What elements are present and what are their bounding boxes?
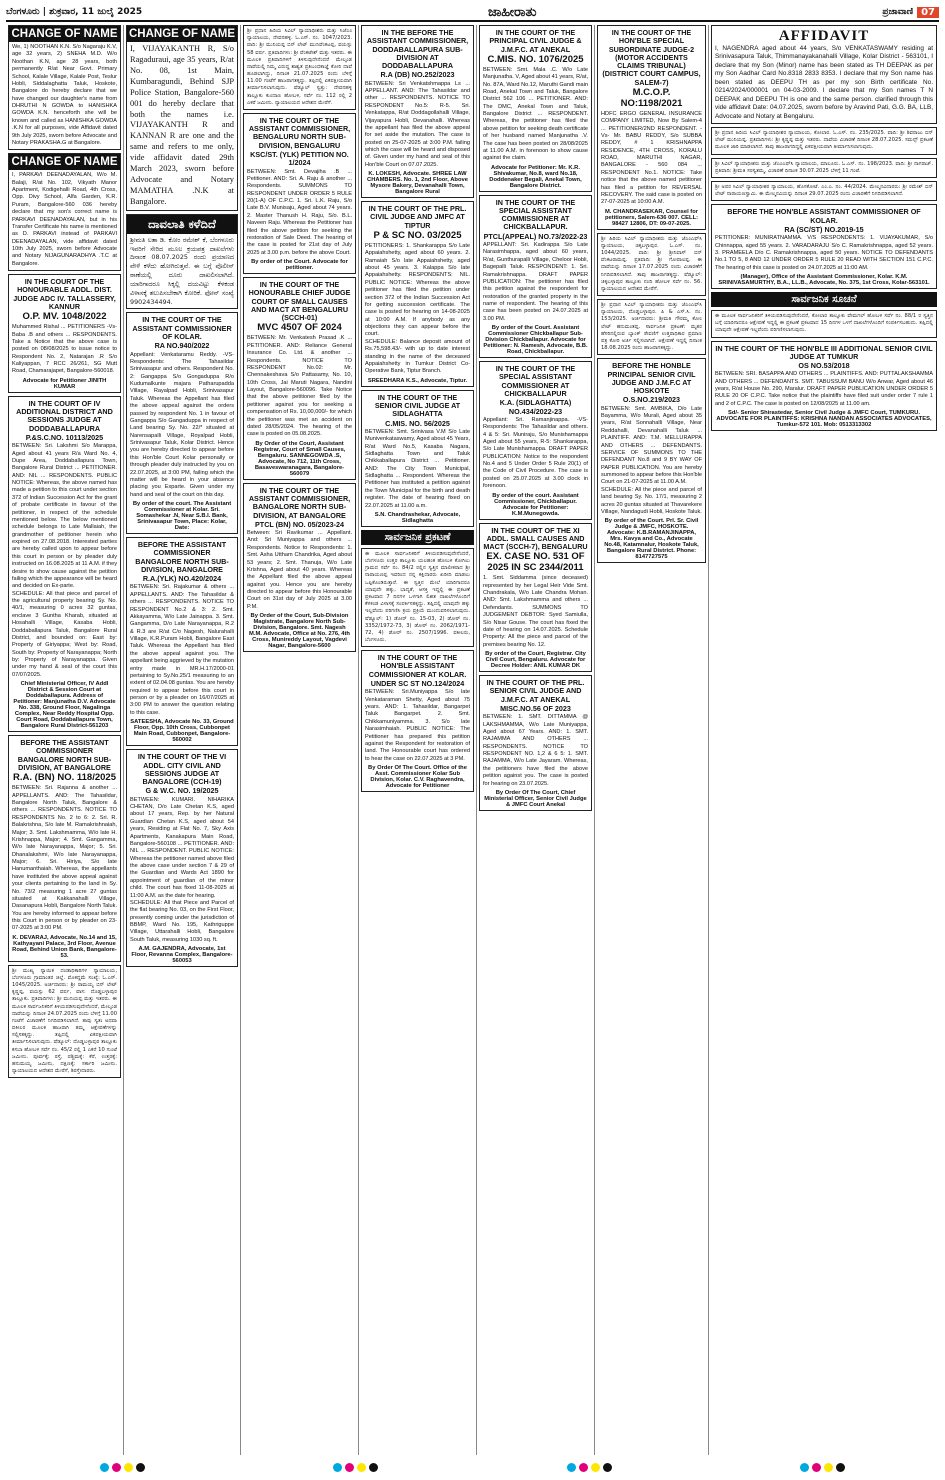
kannada-public-notice <box>711 310 937 338</box>
kannada-court-notice <box>597 299 706 355</box>
court-notice <box>361 25 474 198</box>
column-4 <box>359 25 477 1455</box>
kannada-court-notice <box>597 233 706 296</box>
advocate-signature: M. CHANDRASEKAR, Counsel for petitioners, Salem-636 007. CELL: 98427 12806, DT: 09-07-2025. <box>604 208 699 227</box>
court-title: BEFORE THE ASSISTANT COMMISSIONER BANGALORE NORTH SUB-DIVISION, BANGALORE <box>135 540 229 574</box>
court-notice <box>8 396 121 732</box>
notice-body: Appellant: Sri. Ramanjinappa. -VS- Respondents: The Tahasildar and others. 4 & 5: Sri. Muniraju, S/o Munishamappa Aged about 55 years, R-5: Shankarappa, S/o Late Munishamappa. DRAFT PAPER PUBLICATION: Notice to the respondent No.4 and 5 Under Order 5 Rule 20(1) of the Code of Civil Procedure. The case is posted on 25.07.2025 at 3.00 clock in forenoon. <box>483 416 588 490</box>
affidavit-notice <box>711 25 937 124</box>
advocate-signature: By order of the court. Assistant Commissioner, Chickballapur. Advocate for Petitioner: K.M.Munegowda. <box>492 492 579 517</box>
notice-body: PETITIONERS: 1. Shankarappa S/o Late Appaiahshetty, aged about 60 years. 2. Ramaiah S/o late Appaiahshetty, aged about 45 years. 3. Kalappa S/o late Appaiahshetty. RESPONDENTS: NIL. PUBLIC NOTICE: Whereas the above petitioner has filed the petition under section 372 of the Indian Succession Act for getting succession certificate. The case is posted for hearing on 14-08-2025 at 10:00 A.M. If anybody as any objections they can appear before the court. <box>365 242 470 338</box>
notice-body: I, VIJAYAKANTH R, S/o Ragaduraui, age 35 years, R/at No. 08, 1st Main, Kumbaragundi, Behind SJP Police Station, Bangalore-560 001 do hereby declare that both the names i.e. VIJAYAKANTH R and KANNAN R are one and the same and refers to me only, vide affidavit dated 29th March 2023, sworn before Advocate and Notary MAMATHA .N.K at Bangalore. <box>130 44 234 206</box>
case-number: R.A (DB) NO.252/2023 <box>380 70 455 80</box>
court-title: BEFORE THE HON'BLE ASSISTANT COMMISSIONER OF KOLAR. <box>727 207 921 225</box>
paper-name: ಪ್ರಜಾವಾಣಿ <box>882 7 914 17</box>
advocate-signature: Chief Ministerial Officer, IV Addl District & Session Court at Doddaballapura. Address of Petitioner: Manjunatha D.V. Advocate No. 338, Ground Floor, Nagalinga Complex, Near Reddy Hospital Opp. Court Road, Doddaballapura Town, Bangalore Rural District-561203 <box>13 681 116 730</box>
column-7 <box>709 25 939 1455</box>
advocate-signature: By Order of the Court, Assistant Registrar, Court of Small Causes, Bengaluru. SANNEGOWDA .S, Advocate, No 712, 11th Cross, Basaveswaranagara, Bangalore-560079 <box>253 440 346 477</box>
case-number: MVC 4507 OF 2024 <box>257 322 342 334</box>
notice-body: Muhammed Rishal ... PETITIONERS -Vs- Baba .B and others ... RESPONDENTS. Take a Notice that the above case is posted on 08/08/2025 to issue notice to Respondent No. 2, Natarajan .R S/o Kaliyappan, 7 RCC 26/261, SG Mutt Road, Chamarajapet, Bangalore-560018. <box>12 324 117 375</box>
court-notice <box>361 390 474 527</box>
public-notice-banner: ಸಾರ್ವಜನಿಕ ಸೂಚನೆ <box>711 292 937 307</box>
court-title: IN THE COURT OF IV ADDITIONAL DISTRICT AND SESSIONS JUDGE AT DODDABALLAPURA <box>16 398 113 433</box>
court-title: IN THE COURT OF THE SPECIAL ASSISTANT COMMISSIONER AT CHICKBALLAPUR. <box>495 197 576 232</box>
advocate-signature: SREEDHARA K.S., Advocate, Tiptur. <box>367 377 468 384</box>
advocate-signature: By order of the Court, Registrar. City Civil Court, Bengaluru. Advocate for Decree Holder: ANIL KUMAR DK <box>485 651 586 670</box>
case-number: K.A. (SIDLAGHATTA) NO.434/2022-23 <box>499 398 572 416</box>
notice-body: Appellant: Venkataramu Reddy. -VS- Respondents: The Tahasildar Srinivasapur and others. Respondent No. 2: Gangappa S/o Gongaduppa R/o Kudumalkunte majara Patharupadda Village, Rayalpad Hobli, Srinivasapur Taluk. Whereas the Appellant has filed the above appeal against the orders passed by respondent No. 1 in favour of Gangappa S/o Gangaduppa in respect of Land bearing Sy. No. 22/* situated at Narensapalli Village, Royalpad Hobli, Srinivasapur Taluk, Kolar District. Hence you are hereby directed to appear before this Hon'ble Court Kolar personally or through pleader duly instructed by you on 22.07.2025, at 3:00 PM, failing which the matter will be heard in your absence placing you Exparte. Given under my hand and seal of the court on this day. <box>130 351 234 498</box>
court-notice <box>243 483 356 653</box>
court-notice <box>8 274 121 393</box>
notice-body: APPELLANT: Sri. Kadirappa S/o Late Narasimhappa, aged about 60 years, R/at, Gunthurapalli Village, Cheloor Hobli, Bagepalli Taluk. RESPONDENT: 1. Sri. Ramakrishnappa. DRAFT PAPER PUBLICATION: The petitioner has filed this petition against the respondent for restoration of the granted property in the name of respondent. The hearing of this case has been posted on 24.07.2025 at 3.00 PM. <box>483 242 588 322</box>
kannada-court-notice <box>711 181 937 201</box>
column-5 <box>477 25 595 1455</box>
case-number: EX. CASE NO. 531 OF 2025 IN SC 2344/2011 <box>486 551 585 574</box>
advocate-signature: By Order of the Court, Sub-Division Magistrate, Bangalore North Sub-Division, Bangalore. Smt. Nagesh M.M. Advocate, Office at No. 276, 4th Cross, Munireddy Layout, Vagdevi Nagar, Bangalore-5600 <box>249 613 350 650</box>
court-title: IN THE COURT OF THE ASSISTANT COMMISSIONER OF KOLAR. <box>132 315 232 342</box>
advocate-signature: By order of the court. The Assistant Commissioner at Kolar. Sri. Somashekar .N, Near S.B.I. Bank, Srinivasapur Town, Place: Kolar, Date: <box>132 501 232 532</box>
court-notice <box>479 25 592 192</box>
notice-body: I, NAGENDRA aged about 44 years, S/o VENKATASWAMY residing at Srinivasapura Taluk, Thimmanayakanahalli Village, Kolar District - 563101, I declare that my Son (Minor) name has been stated as TH DEEPAK as per my Son Aadhar Card No.8318 2833 8353. I declare that my Son name has been stated as DEEPU TH as per my son Birth certificate No. 0214/2024/000001 on 04-03-2009. I declare that my Son names T N DEEPAK and DEEPU TH is one and the same person. clarified through this vide affidavit Date: 04.07.2025, sworn before by Aravind Pati, G.G. BA, LLB, Advocate and Notary at Bengaluru. <box>715 45 933 120</box>
court-notice <box>711 204 937 289</box>
advocate-signature: Sd/- Senior Shirastedar, Senior Civil Judge & JMFC Court, TUMKURU. ADVOCATE FOR PLAINTIFFS: KRISHNA NANDAN ASSOCIATES ADVOCATES, Tumkur-572 101. Mob: 0513313302 <box>716 410 932 429</box>
court-notice <box>126 537 238 746</box>
court-title: IN THE COURT OF THE HONOURABLE CHIEF JUDGE COURT OF SMALL CAUSES AND MACT AT BENGALURU (SCCH-01) <box>248 280 351 323</box>
court-notice <box>361 201 474 387</box>
court-title: IN THE COURT OF THE SENIOR CIVIL JUDGE AT SIDLAGHATTA <box>374 392 461 419</box>
case-number: KSC/ST. (YLK) PETITION NO. 1/2024 <box>250 150 349 168</box>
court-title: BEFORE THE HONBLE PRINCIPAL SENIOR CIVIL JUDGE AND J.M.F.C AT HOSKOTE <box>607 361 696 396</box>
notice-body: BETWEEN: Sri.Muniyappa S/o late Venkataraman Shetty, Aged about 75 years. AND: 1. Tahasildar, Bangarpet Taluk Bangarpet. 2. Smt. Chikkamuniyamma. 3. S/o late Narasimhaiah. PUBLIC NOTICE: The Petitioner has prepared this petition against the Respondent for restoration of land. The Honourable court has ordered to hear the case on 22.07.2025 at 3 PM. <box>365 689 470 762</box>
notice-body: ಶ್ರೀಮತಿ ಲತಾ ಡಿ. ಕೋಂ ರಮೇಶ್ ಕೆ, ಬೆಂಗಳೂರು ಇವರಿಗೆ ಸೇರಿದ ಮೂಲ ಕ್ರಯಪತ್ರ ದಾಖಲೆಗಳು ದಿನಾಂಕ 08.07.2025 ರಂದು ಪ್ರಯಾಣದ ವೇಳೆ ಕಳೆದು ಹೋಗಿರುತ್ತವೆ. ಈ ಬಗ್ಗೆ ಪೊಲೀಸ್ ಠಾಣೆಯಲ್ಲಿ ದೂರು ದಾಖಲಿಸಲಾಗಿದೆ. ಯಾರಿಗಾದರೂ ಸಿಕ್ಕಲ್ಲಿ ದಯವಿಟ್ಟು ಕೆಳಕಂಡ ವಿಳಾಸಕ್ಕೆ ತಲುಪಿಸಬೇಕಾಗಿ ಕೋರಿಕೆ. ಫೋನ್ ಸಂಖ್ಯೆ 9902434494. <box>130 235 234 306</box>
notice-body: ಶ್ರೀ ಸಿವಿಲ್ ನ್ಯಾಯಾಧೀಶರು ಮತ್ತು ಜೆಎಂಎಫ್‌ಸಿ ನ್ಯಾಯಾಲಯ, ಮಾಲೂರು. ಓ.ಎಸ್. ನಂ. 198/2023. ವಾದಿ: ಶ್ರೀ ನಾಗರಾಜ್. ಪ್ರತಿವಾದಿ: ಶ್ರೀಮತಿ ಸರಸ್ವತಮ್ಮ. ವಿಚಾರಣೆ ದಿನಾಂಕ 30.07.2025 ಬೆಳಿಗ್ಗೆ 11 ಗಂಟೆ. <box>715 160 933 174</box>
kannada-public-notice <box>361 548 474 647</box>
advocate-signature: SATEESHA, Advocate No. 33, Ground Floor, Opp. 10th Cross, Cubbonpet Main Road, Cubbonpet, Bangalore-560002 <box>130 719 234 744</box>
paper-brand <box>882 7 939 18</box>
page-number: 07 <box>917 7 939 18</box>
notice-schedule: SCHEDULE: All that Piece and Parcel of the flat bearing No. 03, on the First Floor, presently coming under the jurisdiction of BBMP, Ward No. 195, Kathriguppe Village, Uttarahalli Hobli, Bangalore South Taluk, measuring 1030 sq. ft. <box>130 899 234 943</box>
case-number: G & W.C. NO. 19/2025 <box>145 786 219 796</box>
court-title: BEFORE THE ASSISTANT COMMISSIONER BANGALORE NORTH SUB-DIVISION, AT BANGALORE <box>17 738 112 773</box>
court-notice <box>126 312 238 534</box>
court-title: IN THE COURT OF THE ASSISTANT COMMISSIONER, BENGALURU NORTH SUB-DIVISION, BENGALURU <box>248 115 351 150</box>
notice-heading: CHANGE OF NAME <box>128 28 236 40</box>
court-notice <box>597 25 706 230</box>
court-notice <box>8 735 121 962</box>
masthead <box>6 4 939 22</box>
notice-body: BETWEEN: Smt. Mala .C. W/o Late Manjunatha. V, Aged about 41 years, R/at, No. 87A, Ward No.12, Maruthi Gandi main Road, Anekal Town and Taluk, Bangalore District 562 106 ... PETITIONER. AND: The DMC, Anekal Town and Taluk, Bangalore District ... RESPONDENT. Whereas, the petitioner has filed the above petition for seeking death certificate of her husband named Manjunatha .V. The case has been posted on 28/08/2025 at 11.00 A.M. in forenoon to show cause against the claim. <box>483 66 588 162</box>
cmyk-marks <box>567 1463 612 1472</box>
case-number: C.MIS. NO. 1076/2025 <box>487 53 584 65</box>
court-title: IN THE COURT OF THE HON'BLE III ADDITIONAL SENIOR CIVIL JUDGE AT TUMKUR <box>715 343 933 361</box>
court-notice <box>479 195 592 359</box>
notice-schedule: SCHEDULE: Balance deposit amount of Rs.75,598.43/- with up to date interest standing in the name of the deceased Appaiahshetty in Tumkur District Co-Operative Bank, Tiptur Branch. <box>365 338 470 375</box>
kannada-court-notice <box>8 965 121 1079</box>
column-3 <box>241 25 359 1455</box>
notice-body: ಶ್ರೀ ಹಿರಿಯ ಸಿವಿಲ್ ನ್ಯಾಯಾಧೀಶರು ಮತ್ತು ಜೆಎಂಎಫ್‌ಸಿ ನ್ಯಾಯಾಲಯ, ಚಿಕ್ಕಬಳ್ಳಾಪುರ. ಓ.ಎಸ್. ನಂ. 1044/2025. ವಾದಿ: ಶ್ರೀ ಶ್ರೀನಿವಾಸ್ ಬಿನ್ ವೆಂಕಟರಾಮಪ್ಪ. ಪ್ರತಿವಾದಿ: ಶ್ರೀ ಗೋಪಾಲಪ್ಪ. ಈ ದಾವೆಯನ್ನು ದಿನಾಂಕ 17.07.2025 ರಂದು ವಿಚಾರಣೆಗೆ ನಿಗದಿಪಡಿಸಲಾಗಿದೆ. ತಾವು ಹಾಜರಾಗತಕ್ಕದ್ದು. ಷೆಡ್ಯೂಲ್: ಚಿಕ್ಕಬಳ್ಳಾಪುರ ತಾಲ್ಲೂಕು ನಂದಿ ಹೋಬಳಿ ಸರ್ವೆ ನಂ. 56. ನ್ಯಾಯಾಲಯದ ಆದೇಶದ ಮೇರೆಗೆ. <box>601 235 702 292</box>
public-notice-banner: ಸಾರ್ವಜನಿಕ ಪ್ರಕಟಣೆ <box>361 530 474 545</box>
cmyk-marks <box>100 1463 145 1472</box>
column-1 <box>6 25 124 1455</box>
notice-body: ಶ್ರೀ ಮುಖ್ಯ ನ್ಯಾಯಿಕ ದಂಡಾಧಿಕಾರಿಗಳ ನ್ಯಾಯಾಲಯ, ಬೆಂಗಳೂರು ಗ್ರಾಮಾಂತರ ಜಿಲ್ಲೆ. ಮೊಕದ್ದಮೆ ಸಂಖ್ಯೆ: ಓ.ಎಸ್. 1045/2025. ಅರ್ಜಿದಾರರು: ಶ್ರೀ ರಾಮಯ್ಯ ಬಿನ್ ಲೇಟ್ ಕೃಷ್ಣಪ್ಪ, ವಯಸ್ಸು 62 ವರ್ಷ, ವಾಸ: ದೊಡ್ಡಬಳ್ಳಾಪುರ ತಾಲ್ಲೂಕು. ಪ್ರತಿವಾದಿಗಳು: ಶ್ರೀ ಮುನಿಯಪ್ಪ ಮತ್ತು ಇತರರು. ಈ ಮೂಲಕ ಸಾರ್ವಜನಿಕರಿಗೆ ತಿಳಿಯಪಡಿಸುವುದೇನೆಂದರೆ, ಮೇಲ್ಕಂಡ ದಾವೆಯನ್ನು ದಿನಾಂಕ 24.07.2025 ರಂದು ಬೆಳಿಗ್ಗೆ 11.00 ಗಂಟೆಗೆ ವಿಚಾರಣೆಗೆ ನಿಗದಿಪಡಿಸಲಾಗಿದೆ. ತಾವು ಸ್ವತಃ ಅಥವಾ ವಕೀಲರ ಮೂಲಕ ಹಾಜರಾಗಿ ತಮ್ಮ ಆಕ್ಷೇಪಣೆಗಳನ್ನು ಸಲ್ಲಿಸತಕ್ಕದ್ದು. ತಪ್ಪಿದಲ್ಲಿ ಏಕಪಕ್ಷೀಯವಾಗಿ ತೀರ್ಮಾನಿಸಲಾಗುವುದು. ಷೆಡ್ಯೂಲ್: ದೊಡ್ಡಬಳ್ಳಾಪುರ ತಾಲ್ಲೂಕು ಕಸಬಾ ಹೋಬಳಿ ಸರ್ವೆ ನಂ. 45/2 ರಲ್ಲಿ 1 ಎಕರೆ 10 ಗುಂಟೆ ಜಮೀನು. ಪೂರ್ವಕ್ಕೆ: ರಸ್ತೆ, ಪಶ್ಚಿಮಕ್ಕೆ: ಕೆರೆ, ಉತ್ತರಕ್ಕೆ: ಹನುಮಯ್ಯ ಜಮೀನು, ದಕ್ಷಿಣಕ್ಕೆ: ಸರ್ಕಾರಿ ಜಮೀನು. ನ್ಯಾಯಾಲಯದ ಆದೇಶದ ಮೇರೆಗೆ, ಶಿರಸ್ತೇದಾರರು. <box>12 967 117 1075</box>
court-title: IN THE COURT OF THE XI ADDL. SMALL CAUSES AND MACT (SCCH-7), BENGALURU <box>483 525 588 552</box>
advocate-signature: K. LOKESH, Advocate. SHREE LAW CHAMBERS. No. 1, 2nd Floor, Above Mysore Bakery, Devanahalli Town, Bangalore Rural <box>367 171 468 196</box>
court-title: IN THE COURT OF THE HONOURABLE ADDL. DIST. JUDGE ADC IV. TALLASSERY, KANNUR <box>13 277 116 311</box>
notice-schedule: SCHEDULE: All that piece and parcel of the agricultural property bearing Sy. No. 40/1, measuring 0 acres 32 guntas, enclave 3 Guntha Kharab, situated at Hosahalli Village, Kasaba Hobli, Doddaballapura Taluk, Bangalore Rural District, and bounded on: East by: Property of Giriyappa; West by: Road, South by: Property of Narayanappa; North by: Property of Narayanappa. Given under my hand & seal of the court this 07/07/2025. <box>12 590 117 678</box>
print-registration-marks <box>6 1460 939 1474</box>
notice-body: HDFC ERGO GENERAL INSURANCE COMPANY LIMITED, Now By Salem-4 ... PETITIONER/2ND RESPONDENT. -Vs- Mr. BABU REDDY, S/o SUBBA REDDY, # 1 KRISHNAPPA RESIDENCE, 4TH CROSS, KORALU ROAD, MARUTHI NAGAR, BANGALORE - 560 084 ... RESPONDENT No.1. NOTICE: Take notice that the above named petitioner has filed a petition for REVERSAL RECOVERY. The said case is posted on 27-07-2025 at 10:00 A.M. <box>601 110 702 206</box>
court-notice <box>243 113 356 274</box>
notice-body: ಈ ಮೂಲಕ ಸಾರ್ವಜನಿಕರಿಗೆ ತಿಳಿಯಪಡಿಸುವುದೇನೆಂದರೆ, ಬೆಂಗಳೂರು ಉತ್ತರ ತಾಲ್ಲೂಕು ಯಲಹಂಕ ಹೋಬಳಿ ಕೋಗಿಲು ಗ್ರಾಮದ ಸರ್ವೆ ನಂ. 84/2 ರಲ್ಲಿನ ಸ್ವತ್ತಿನ ಮಾಲೀಕರಾದ ಶ್ರೀ ನಾರಾಯಣಪ್ಪ ಇವರಿಂದ ನನ್ನ ಕಕ್ಷಿದಾರರು ಖರೀದಿ ಮಾಡಲು ಒಪ್ಪಿಕೊಂಡಿರುತ್ತಾರೆ. ಈ ಸ್ವತ್ತಿನ ಮೇಲೆ ಯಾರಿಗಾದರೂ ಯಾವುದೇ ಹಕ್ಕು, ಭಾದ್ಯತೆ, ಆಸಕ್ತಿ ಇದ್ದಲ್ಲಿ ಈ ಪ್ರಕಟಣೆ ಪ್ರಕಟವಾದ 7 ದಿನಗಳ ಒಳಗಾಗಿ ಲಿಖಿತ ದಾಖಲೆಗಳೊಂದಿಗೆ ಕೆಳಕಂಡ ವಿಳಾಸಕ್ಕೆ ಸಂಪರ್ಕಿಸತಕ್ಕದ್ದು. ತಪ್ಪಿದಲ್ಲಿ ಯಾವುದೇ ಹಕ್ಕು ಇಲ್ಲವೆಂದು ಪರಿಗಣಿಸಿ ಕ್ರಯ ಪ್ರಕ್ರಿಯೆ ಮುಂದುವರಿಸಲಾಗುವುದು. ಷೆಡ್ಯೂಲ್: 1) ಡೋರ್ ನಂ. 15-03, 2) ಡೋರ್ ನಂ. 3352/1972-73, 3) ಡೋರ್ ನಂ. 2062/1971-72, 4) ಡೋರ್ ನಂ. 2507/1996. ವಕೀಲರು, ಬೆಂಗಳೂರು. <box>365 550 470 644</box>
kannada-court-notice <box>711 127 937 155</box>
case-number: M.C.O.P. NO:1198/2021 <box>620 86 683 109</box>
advocate-signature: By order of the Court. Prl. Sr. Civil Judge & JMFC, HOSKOTE. Advocate: K.B.RAMANJINAPPA, Mrs. Kavya and Co., Advocate No.48, Katamnalur, Hoskote Taluk, Bangalore Rural District. Phone: 8147727575 <box>604 518 699 561</box>
classifieds-grid <box>6 25 939 1455</box>
notice-body: BETWEEN: Smt. Devajiha .B ... Petitioner. AND: Sri. A. Raju & another ... Respondents. SUMMONS TO RESPONDENT UNDER ORDER 5 RULE 20(1-A) OF C.P.C. 1. Sri. L.K. Raju, S/o Late B.V. Munisaju, Aged about 74 years. 2. Master Thanush H. Raju, S/o. B.L. Naveen Raju. Whereas the Petitioner has filed the above petition for seeking the restoration of Sale Deed. The hearing of the case is posted for 21st day of July 2025 at 3.00 p.m. before the above Court. <box>247 168 352 256</box>
advocate-signature: By Order Of The Court, Chief Ministerial Officer, Senior Civil Judge & JMFC Court Anekal <box>484 789 587 808</box>
notice-body: We, 1) NOOTHAN K.N. S/o Nagaraju K.V, age 32 years, 2) SNEHA M.D. W/o Noothan K.N, age 28 years, both permanently R/at Near Govt. Primary School, Kalale Village, Kalale Post, Teslur Hobli, Siddalaghatta Taluk, Hoskote, Bangalore do hereby declare that we have changed our daughter's name from DHRUTHI N GOWDA to HANISHKA GOWDA K.N. henceforth she will be known and called as HANISHKA GOWDA .K.N for all purposes, vide Affidavit dated 9th July 2025, sworn before Advocate and Notary PRAKASHA.G at Bangalore. <box>12 44 117 146</box>
court-notice <box>479 361 592 519</box>
notice-heading: AFFIDAVIT <box>778 28 870 44</box>
court-title: IN THE COURT OF THE VI ADDL. CITY CIVIL AND SESSIONS JUDGE AT BANGALORE (CCH-19) <box>137 752 227 787</box>
notice-body: ಶ್ರೀ ಅಪರ ಸಿವಿಲ್ ನ್ಯಾಯಾಧೀಶರ ನ್ಯಾಯಾಲಯ, ಹೊಸಕೋಟೆ. ಎಂ.ಎ. ನಂ. 44/2024. ಮೇಲ್ಮನವಿದಾರರು: ಶ್ರೀ ರಮೇಶ್ ಬಿನ್ ಲೇಟ್ ನಾರಾಯಣಸ್ವಾಮಿ. ಈ ಮೇಲ್ಮನವಿಯನ್ನು ದಿನಾಂಕ 29.07.2025 ರಂದು ವಿಚಾರಣೆಗೆ ನಿಗದಿಪಡಿಸಲಾಗಿದೆ. <box>715 183 933 198</box>
case-number: PTCL(APPEAL) NO.73/2022-23 <box>483 231 588 241</box>
notice-heading: CHANGE OF NAME <box>9 26 120 42</box>
notice-body: BETWEEN: Sri. Lakshmi S/o Marappa, Aged about 41 years R/a Ward No. 4, Dupe Area, Doddaballapura Town, Bangalore Rural District ... PETITIONER. AND: NIL ... RESPONDENTS. PUBLIC NOTICE: Whereas, the above named has made a petition to this court under section 372 of Indian Succession Act for the grant of probate certificate in favour of the petitioner, in respect of the schedule mentioned below. The below mentioned schedule belongs to Late Mallaiah, the grandmother of petitioner herein who expired on 27.08.2018. Interested parties are hereby called upon to appear before this court in person or by pleader duly instructed on 16.08.2025 at 11 A.M. if they desire to show cause against the petition failing which the appearance will be heard and decided on Ex-parte. <box>12 443 117 590</box>
notice-body: BETWEEN: 1. SMT. DITTAMMA @ LAKSHMAMMA, W/o Late Muniyappa, Aged about 67 Years. AND: 1. SMT. RAJAMMA AND OTHERS ... RESPONDENTS. NOTICE TO RESPONDENT NO. 1,2 & 6 5: 1. SMT. RAJAMMA, W/o Late Jayaram. Whereas, the petitioners have filed the above petition against you. The case is posted for hearing on 23.07.2025. <box>483 714 588 787</box>
court-title: IN THE BEFORE THE ASSISTANT COMMISSIONER, DODDABALLAPURA SUB-DIVISION AT DODDABALLAPURA <box>366 28 469 71</box>
case-number: MISC.NO.56 OF 2023 <box>500 703 571 713</box>
lost-document-notice <box>126 214 238 310</box>
case-number: OS NO.53/2018 <box>798 361 850 371</box>
column-6 <box>595 25 709 1455</box>
kannada-court-notice <box>711 158 937 178</box>
advocate-signature: A.M. GAJENDRA, Advocate, 1st Floor, Revanna Complex, Bangalore-560053 <box>131 946 233 965</box>
case-number: R.A. (BN) NO. 118/2025 <box>13 772 116 784</box>
notice-body: I, PARKAVI DEENADAYALAN, W/o M. Balaji, R/at No. 102, Vikyath Manor Apartment, Kodigehalli Road, 4th Cross, Opp. Divy School, Alfa Garden, K.R. Puram, Bangalore-560 036 hereby declare that my son's correct name is PARKAVI DEENADAYALAN, but in his Transfer Certificate his name is mentioned as D. PARKAVI instead of PARKAVI DEENADAYALAN, vide affidavit dated 10th July 2025, sworn before Advocate and Notary NIJAGUNARADHYA .T.C at Bangalore. <box>12 172 117 267</box>
kannada-court-notice <box>243 25 356 110</box>
notice-body: BETWEEN: KUMARI. NIHARIKA CHETAN, D/o Late Chetan K.S, aged about 17 years, Rep. by her Natural Guardian Chetan K.S, aged about 54 years, Residing at Flat No. 7, Sky Axis Apartments, Kanakapura Main Road, Bangalore-560108 ... PETITIONER. AND: NIL ... RESPONDENT. PUBLIC NOTICE: Whereas the petitioner named above filed the above case under section 7 & 29 of the Guardian and Wards Act 1890 for appointment of guardian of the minor child. The court has fixed 11-08-2025 at 11:00 A.M. as the date for hearing. <box>130 796 234 899</box>
notice-body: BETWEEN: Sri. Rajanna & another ... APPELLANTS. AND: The Tahasildar, Bangalore North Taluk, Bangalore & others ... RESPONDENTS. NOTICE TO RESPONDENTS No. 2 to 6: 2. Sri. R. Balakrishna, S/o late M. Ramakrishnaiah, Major; 3. Smt. Lakshmamma, W/o late H. Krishnappa, Major; 4. Smt. Gangamma, W/o late Narayanappa, Major; 5. Sri. Dhanalakshmi, W/o late Narayanappa, Major; 6. Sri. Hiriya, S/o late Hanumanthaiah. Whereas, the appellants have instituted the above appeal against your clients pertaining to the land in Sy. No. 73/2 measuring 1 acre 27 guntas situated at Kakkanahalli Village, Dasanapura Hobli, Bangalore North Taluk. You are hereby informed to appear before this Court in person or by pleader on 23-07-2025 at 3:00 PM. <box>12 785 117 932</box>
change-of-name-notice <box>8 25 121 150</box>
cmyk-marks <box>333 1463 378 1472</box>
notice-body: BETWEEN: Mr. Venkatesh Prasad .K ... PETITIONER. AND: Reliance General Insurance Co. Ltd. & another ... Respondents. NOTICE TO RESPONDENT No.02: Mr. Chennakeshava S/o Pattasamy, No. 10, 10th Cross, Jai Maruti Nagara, Nandini Layout, Bangalore-560096. Take Notice that the above petitioner filed by the petitioner against you for seeking a compensation of Rs. 10,00,000/- for which the petitioner was met an accident on dated 28/05/2024. The hearing of the case is posted on 05.08.2025. <box>247 335 352 438</box>
notice-body: BETWEEN: Smt. Srinivasa V.M S/o Late Munivenkataswamy, Aged about 45 Years, R/at Ward No.5, Kasaba Nagara, Sidlaghatta Town and Taluk Chikkaballapura District ... Petitioner. AND: The City Town Municipal, Sidlaghatta ... Respondent. Whereas the Petitioner has instituted a petition against the Town Municipal for the birth and death register. The date of hearing fixed on 22.07.2025 at 11.00 a.m. <box>365 428 471 509</box>
notice-body: 1. Smt. Siddamma (since deceased) represented by her Legal Heir Vide Smt. Chandrakala, W/o Late Chandra Mohan. AND: Smt. Lakshmamma and others ... Defendants. SUMMONS TO JUDGEMENT DEBTOR: Syed Samiulla, S/o Nisar Gouse. The court has fixed the date of hearing on 14.07.2025. Schedule Property: All the piece and parcel of the premises bearing No. 12. <box>483 575 588 648</box>
court-notice <box>479 675 592 811</box>
notice-body: ಶ್ರೀ ಪ್ರಧಾನ ಹಿರಿಯ ಸಿವಿಲ್ ನ್ಯಾಯಾಧೀಶರ ನ್ಯಾಯಾಲಯ, ಕೋಲಾರ. ಓ.ಎಸ್. ನಂ. 235/2025. ವಾದಿ: ಶ್ರೀ ಶಿವರಾಜು ಬಿನ್ ಲೇಟ್ ಮುನಿಯಪ್ಪ. ಪ್ರತಿವಾದಿಗಳು: ಶ್ರೀ ಕೃಷ್ಣಪ್ಪ ಮತ್ತು ಇತರರು. ದಾವೆಯ ವಿಚಾರಣೆ ದಿನಾಂಕ 28.07.2025. ಸಮನ್ಸ್ ಪ್ರಕಟಣೆ ಮೂಲಕ ಜಾರಿ ಮಾಡಲಾಗಿದೆ. ತಾವು ಹಾಜರಾಗದಿದ್ದಲ್ಲಿ ಏಕಪಕ್ಷೀಯವಾಗಿ ತೀರ್ಮಾನಿಸಲಾಗುವುದು. <box>715 130 933 151</box>
notice-body: BETWEEN: Sri. Rajakumar & others ... APPELLANTS. AND: The Tahasildar & others ... RESPONDENTS. NOTICE TO RESPONDENT No.2 & 3: 2. Smt. Akkayamma, W/o Late Jainappa. 3. Smt. Gangamma, D/o Late Narayanappa, R.2 & R.3 are R/at C/o Nagesh, Nalurahalli Village, K.R.Puram Hobli, Bangalore East Taluk. Whereas the Appellant has filed the above appeal against you. The appellant being aggrieved by the mutation entry made in MR.H.17/2000-01 pertaining to Sy.No.25/1 measuring to an extent of 02.04.08 guntas. You are hereby required to appear before this court in person or by a pleader on 16/07/2025 at 3:00 PM to answer the question relating to this case. <box>130 584 234 716</box>
issue-date: ಬೆಂಗಳೂರು | ಶುಕ್ರವಾರ, 11 ಜುಲೈ 2025 <box>6 7 143 17</box>
advocate-signature: By Order Of The Court. Office of the Asst. Commissioner Kolar Sub Division, Kolar. C.V. Raghavendra, Advocate for Petitioner <box>368 765 467 790</box>
notice-body: BETWEEN: Smt. AMBIKA, D/o Late Bayamma, W/o Murali, Aged about 35 years, R/at Sonnahalli Village, Near Reddahalli, Devanahalli Taluk ... PLAINTIFF. AND: T.M. MELLURAPPA AND OTHERS ... DEFENDANTS. SERVICE OF SUMMONS TO THE DEFENDANT No.8 and 9 BY WAY OF PAPER PUBLICATION. You are hereby summoned to appear before this Hon'ble Court on 21-07-2025 at 11.00 A.M. <box>601 405 702 486</box>
court-title: IN THE COURT OF THE PRINCIPAL CIVIL JUDGE & J.M.F.C. AT ANEKAL <box>489 28 582 54</box>
advocate-signature: By order of the Court. Assistant Commissioner Chickballapur Sub-Division Chickballapur. Advocate for Petitioner: N. Ramesh, Advocate, B.B. Road, Chickballapur. <box>483 325 588 356</box>
advocate-signature: (Manager), Office of the Assistant Commissioner, Kolar. K.M. SRINIVASAMURTHY, B.A., LL.B., Advocate, No. 375, 1st Cross, Kolar-563101. <box>718 274 930 286</box>
case-number: RA NO.940/2022 <box>154 341 210 351</box>
notice-body: Between: Sri Ravikumar ... Appellant. And: Sri Muniyappa and others ... Respondents. Notice to Respondents: 1. Smt. Asha Uttham Chandrika, Aged about 53 years; 2. Smt. Thanuja, W/o Late Krishna, Aged about 40 years. Whereas the Appellant filed the above appeal against you. Hence you are hereby directed to appear before this Honourable Court on 31st day of July 2025 at 3.00 P.M. <box>247 530 352 610</box>
advocate-signature: S.N. Chandrashekar, Advocate, Sidlaghatta <box>374 511 461 524</box>
advocate-signature: By order of the Court. Advocate for petitioner. <box>251 259 348 272</box>
court-title: IN THE COURT OF THE PRL. CIVIL JUDGE AND JMFC AT TIPTUR <box>368 204 467 230</box>
court-notice <box>126 749 238 967</box>
notice-body: PETITIONER: MUNIRATNAMMA. V/S RESPONDENTS: 1. VIJAYAKUMAR, S/o Chinnappa, aged 55 years. 2. VARADARAJU S/o C. Ramakrishnappa, aged 52 years. 3. PRAMEELA D/o C. Ramakrishnappa, aged 50 years. NOTICE TO DEFENDANTS No.1 TO 5, 8 AND 12 UNDER ORDER 5 RULE 20 READ WITH SECTION 151 C.P.C. The hearing of this case is posted on 24.07.2025 at 11:00 AM. <box>715 235 933 271</box>
section-title: ಜಾಹೀರಾತು <box>487 4 537 20</box>
court-title: IN THE COURT OF THE ASSISTANT COMMISSIONER, BANGALORE NORTH SUB-DIVISION, AT BANGALORE <box>248 485 351 520</box>
case-number: O.S.NO.219/2023 <box>622 395 681 405</box>
case-number: C.MIS. NO. 56/2025 <box>385 418 450 428</box>
change-of-name-notice <box>8 153 121 271</box>
court-notice <box>243 277 356 480</box>
case-number: P & SC NO. 03/2025 <box>373 230 462 242</box>
case-number: O.P. MV. 1048/2022 <box>22 311 107 323</box>
advocate-signature: Advocate for Petitioner JINITH KUMAR <box>22 377 107 390</box>
notice-body: ಶ್ರೀ ಪ್ರಧಾನ ಹಿರಿಯ ಸಿವಿಲ್ ನ್ಯಾಯಾಧೀಶರು ಮತ್ತು ಸಿಜೆಎಂ ನ್ಯಾಯಾಲಯ, ದೇವನಹಳ್ಳಿ. ಓ.ಎಸ್. ನಂ. 1047/2023. ವಾದಿ: ಶ್ರೀ ಮುನಿಯಪ್ಪ ಬಿನ್ ಲೇಟ್ ಮುನಿವೆಂಕಟಪ್ಪ, ವಯಸ್ಸು 58 ವರ್ಷ. ಪ್ರತಿವಾದಿಗಳು: ಶ್ರೀ ವೆಂಕಟೇಶ್ ಮತ್ತು ಇತರರು. ಈ ಮೂಲಕ ಪ್ರತಿವಾದಿಗಳಿಗೆ ತಿಳಿಸುವುದೇನೆಂದರೆ ಮೇಲ್ಕಂಡ ದಾವೆಯಲ್ಲಿ ನಿಮ್ಮ ವಿರುದ್ಧ ಶಾಶ್ವತ ಪ್ರತಿಬಂಧಕಾಜ್ಞೆ ಕೋರಿ ದಾವೆ ಹೂಡಲಾಗಿದ್ದು, ದಿನಾಂಕ 21.07.2025 ರಂದು ಬೆಳಿಗ್ಗೆ 11.00 ಗಂಟೆಗೆ ಹಾಜರಾಗತಕ್ಕದ್ದು. ತಪ್ಪಿದಲ್ಲಿ ಏಕಪಕ್ಷೀಯವಾಗಿ ತೀರ್ಮಾನಿಸಲಾಗುವುದು. ಷೆಡ್ಯೂಲ್ ಸ್ವತ್ತು: ದೇವನಹಳ್ಳಿ ತಾಲ್ಲೂಕು ಕುಂದಾಣ ಹೋಬಳಿ, ಸರ್ವೆ ನಂ. 112 ರಲ್ಲಿ 2 ಎಕರೆ ಜಮೀನು. ನ್ಯಾಯಾಲಯದ ಆದೇಶದ ಮೇರೆಗೆ. <box>247 28 352 106</box>
court-notice <box>597 358 706 563</box>
advocate-signature: K. DEVARAJ, Advocate, No.14 and 15, Kathyayani Palace, 3rd Floor, Avenue Road, Behind Union Bank, Bangalore-53. <box>12 934 117 959</box>
notice-body: ಈ ಮೂಲಕ ಸಾರ್ವಜನಿಕರಿಗೆ ತಿಳಿಯಪಡಿಸುವುದೇನೆಂದರೆ, ಕೋಲಾರ ತಾಲ್ಲೂಕು ವೇಮಗಲ್ ಹೋಬಳಿ ಸರ್ವೆ ನಂ. 88/1 ರ ಸ್ವತ್ತಿನ ಬಗ್ಗೆ ಯಾರಿಗಾದರೂ ಆಕ್ಷೇಪಣೆ ಇದ್ದಲ್ಲಿ ಈ ಪ್ರಕಟಣೆ ಪ್ರಕಟವಾದ 15 ದಿನಗಳ ಒಳಗೆ ದಾಖಲೆಗಳೊಂದಿಗೆ ಸಂಪರ್ಕಿಸಬಹುದು. ತಪ್ಪಿದಲ್ಲಿ ಯಾವುದೇ ಆಕ್ಷೇಪಣೆ ಇಲ್ಲವೆಂದು ಪರಿಗಣಿಸಲಾಗುವುದು. <box>715 313 933 334</box>
court-title: IN THE COURT OF THE HON'BLE SPECIAL SUBORDINATE JUDGE-2 (MOTOR ACCIDENTS CLAIMS TRIBUNAL) (DISTRICT COURT CAMPUS, SALEM-7) <box>602 28 701 87</box>
court-title: IN THE COURT OF THE HON'BLE ASSISTANT COMMISSIONER AT KOLAR. <box>368 653 467 679</box>
notice-schedule: SCHEDULE: All the piece and parcel of land bearing Sy. No. 17/1, measuring 2 acres 20 guntas situated at Thavarekere Village, Nandagudi Hobli, Hoskote Taluk. <box>601 486 702 515</box>
case-number: RA (SC/ST) NO.2019-15 <box>784 224 864 234</box>
notice-body: BETWEEN: Sri Venkatshmappa Ls ... APPELLANT. AND: The Tahasildar and other ... RESPONDENTS. NOTICE TO RESPONDENT No.5: R-5. Sri. Venkatappa, R/at Doddagollahalli Village, Vijayapura Hobli, Devanahalli. Whereas the appellant has filed the above appeal for set aside the mutation. The case is posted on 25-07-2025 at 3:00 P.M. failing which the case will be heard and disposed of. Given under my hand and seal of this Hon'ble Court on 07.07.2025. <box>365 80 470 168</box>
case-number: PTCL (BN) NO. 05/2023-24 <box>255 519 344 529</box>
notice-body: BETWEEN: SRI. BASAPPA AND OTHERS ... PLAINTIFFS. AND: PUTTALAKSHAMMA AND OTHERS ... DEFENDANTS. SMT. TABUSSUM BANU W/o Anwar, Aged about 46 years, R/at House No. 290, Maralur. DRAFT PAPER PUBLICATION UNDER ORDER 5 RULE 20 OF C.P.C. Take notice that the plaintiffs have filed suit under order 7 rule 1 and 2 of C.P.C. The case is posted on 12/08/2025 at 11.00 am. <box>715 371 933 407</box>
change-of-name-notice <box>126 25 238 211</box>
cmyk-marks <box>800 1463 845 1472</box>
notice-body: ಶ್ರೀ ಪ್ರಧಾನ ಸಿವಿಲ್ ನ್ಯಾಯಾಧೀಶರು ಮತ್ತು ಜೆಎಂಎಫ್‌ಸಿ ನ್ಯಾಯಾಲಯ, ದೊಡ್ಡಬಳ್ಳಾಪುರ. ಪಿ & ಎಸ್.ಸಿ. ನಂ. 153/2025. ಅರ್ಜಿದಾರರು: ಶ್ರೀಮತಿ ಗೌರಮ್ಮ ಕೋಂ ಲೇಟ್ ಹನುಮಂತಪ್ಪ. ಸಾರ್ವಜನಿಕ ಪ್ರಕಟಣೆ: ಮೃತರ ಹೆಸರಿನಲ್ಲಿರುವ ಬ್ಯಾಂಕ್ ಠೇವಣಿಗೆ ಉತ್ತರಾಧಿಕಾರ ಪ್ರಮಾಣ ಪತ್ರ ಕೋರಿ ಅರ್ಜಿ ಸಲ್ಲಿಸಲಾಗಿದೆ. ಆಕ್ಷೇಪಣೆ ಇದ್ದಲ್ಲಿ ದಿನಾಂಕ 18.08.2025 ರಂದು ಹಾಜರಾಗತಕ್ಕದ್ದು. <box>601 302 702 352</box>
column-2 <box>124 25 241 1455</box>
advocate-signature: Advocate for Petitioner: Mr. K.R. Shivakumar, No.8, ward No.18, Doddenaker Begali, Anekal Town, Bangalore District. <box>489 164 582 189</box>
court-notice <box>361 650 474 792</box>
court-title: IN THE COURT OF THE PRL. SENIOR CIVIL JUDGE AND J.M.F.C. AT ANEKAL <box>486 678 585 704</box>
court-notice <box>711 341 937 432</box>
court-title: IN THE COURT OF THE SPECIAL ASSISTANT COMMISSIONER AT CHICKBALLAPUR <box>495 364 576 399</box>
case-number: R.A.(YLK) NO.420/2024 <box>142 574 222 584</box>
court-notice <box>479 523 592 672</box>
case-number: UNDER SC ST NO.124/2024 <box>370 679 465 689</box>
notice-heading: CHANGE OF NAME <box>9 154 120 170</box>
case-number: P.&S.C.NO. 10113/2025 <box>25 432 104 442</box>
notice-heading: ದಾವಲಾತಿ ಕಳೆದಿದೆ <box>127 215 237 234</box>
